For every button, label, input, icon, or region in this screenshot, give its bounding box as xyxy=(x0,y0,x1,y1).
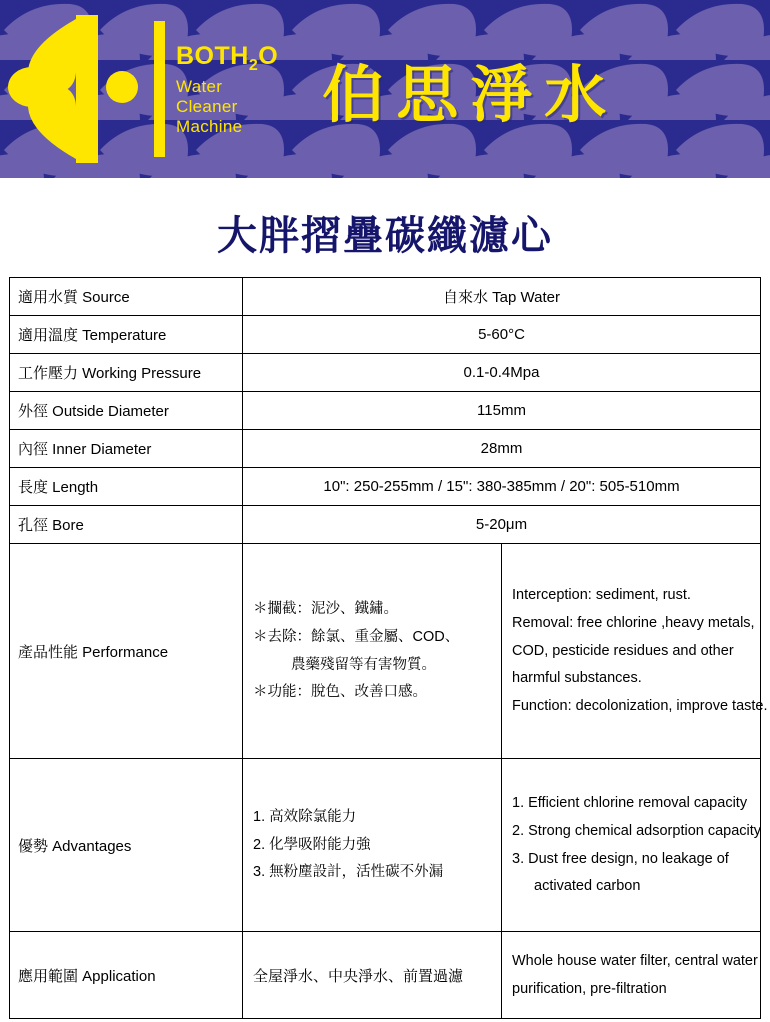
row-label: 外徑 Outside Diameter xyxy=(10,392,243,430)
performance-chinese xyxy=(243,544,502,759)
row-label: 應用範圍 Application xyxy=(10,932,243,1019)
row-value: 5-60°C xyxy=(243,316,761,354)
row-value: 10": 250-255mm / 15": 380-385mm / 20": 505-510mm xyxy=(243,468,761,506)
row-label: 孔徑 Bore xyxy=(10,506,243,544)
header-banner xyxy=(0,0,770,178)
advantages-cn-line: 3. 無粉塵設計，活性碳不外漏 xyxy=(253,864,444,881)
brand-logo-text xyxy=(176,41,279,136)
row-label: 長度 Length xyxy=(10,468,243,506)
brand-name-tail: O xyxy=(258,41,279,70)
application-en-line: Whole house water filter, central water xyxy=(512,953,758,969)
row-label: 產品性能 Performance xyxy=(10,544,243,759)
table-row xyxy=(10,392,761,430)
performance-en-line: COD, pesticide residues and other xyxy=(512,642,734,659)
table-row xyxy=(10,278,761,316)
advantages-en-line: activated carbon xyxy=(534,878,641,895)
advantages-cn-line: 1. 高效除氯能力 xyxy=(253,808,357,825)
page-title: 大胖摺疊碳纖濾心 xyxy=(217,214,553,258)
brand-name-head: BOTH xyxy=(176,41,249,70)
table-row-application xyxy=(10,932,761,1019)
table-row-advantages xyxy=(10,759,761,932)
application-english xyxy=(502,932,761,1019)
row-label: 工作壓力 Working Pressure xyxy=(10,354,243,392)
performance-english xyxy=(502,544,768,759)
advantages-en-line: 1. Efficient chlorine removal capacity xyxy=(512,795,748,812)
brand-name-subscript: 2 xyxy=(248,56,259,74)
brand-name-chinese: 伯思淨水 xyxy=(322,60,619,130)
advantages-en-line: 2. Strong chemical adsorption capacity xyxy=(512,822,762,839)
row-label: 適用水質 Source xyxy=(10,278,243,316)
row-label: 適用溫度 Temperature xyxy=(10,316,243,354)
advantages-chinese xyxy=(243,759,502,932)
row-value: 5-20μm xyxy=(243,506,761,544)
performance-cn-line: ＊攔截：泥沙、鐵鏽。 xyxy=(253,601,398,618)
advantages-en-line: 3. Dust free design, no leakage of xyxy=(512,850,729,867)
specification-table xyxy=(9,277,768,1019)
performance-cn-line: 農藥殘留等有害物質。 xyxy=(291,656,436,673)
brand-logo-icon xyxy=(8,9,168,169)
table-row xyxy=(10,506,761,544)
row-value: 0.1-0.4Mpa xyxy=(243,354,761,392)
application-en-line: purification, pre-filtration xyxy=(512,981,667,997)
table-row xyxy=(10,468,761,506)
table-row xyxy=(10,354,761,392)
advantages-cn-line: 2. 化學吸附能力強 xyxy=(253,836,371,853)
table-row xyxy=(10,316,761,354)
row-value: 自來水 Tap Water xyxy=(243,278,761,316)
performance-cn-line: ＊功能：脫色、改善口感。 xyxy=(253,684,427,701)
advantages-english xyxy=(502,759,761,932)
row-label: 內徑 Inner Diameter xyxy=(10,430,243,468)
application-chinese: 全屋淨水、中央淨水、前置過濾 xyxy=(243,932,502,1019)
performance-en-line: Function: decolonization, improve taste. xyxy=(512,698,768,714)
row-value: 115mm xyxy=(243,392,761,430)
brand-name xyxy=(176,41,279,74)
performance-en-line: Interception: sediment, rust. xyxy=(512,587,691,604)
row-label: 優勢 Advantages xyxy=(10,759,243,932)
table-row-performance xyxy=(10,544,761,759)
performance-en-line: Removal: free chlorine ,heavy metals, xyxy=(512,614,755,631)
performance-en-line: harmful substances. xyxy=(512,670,642,687)
row-value: 28mm xyxy=(243,430,761,468)
performance-cn-line: ＊去除：餘氯、重金屬、COD、 xyxy=(253,628,460,645)
brand-tagline-line-1: Water xyxy=(176,76,223,96)
table-row xyxy=(10,430,761,468)
brand-tagline-line-3: Machine xyxy=(176,116,243,136)
brand-tagline-line-2: Cleaner xyxy=(176,96,238,116)
